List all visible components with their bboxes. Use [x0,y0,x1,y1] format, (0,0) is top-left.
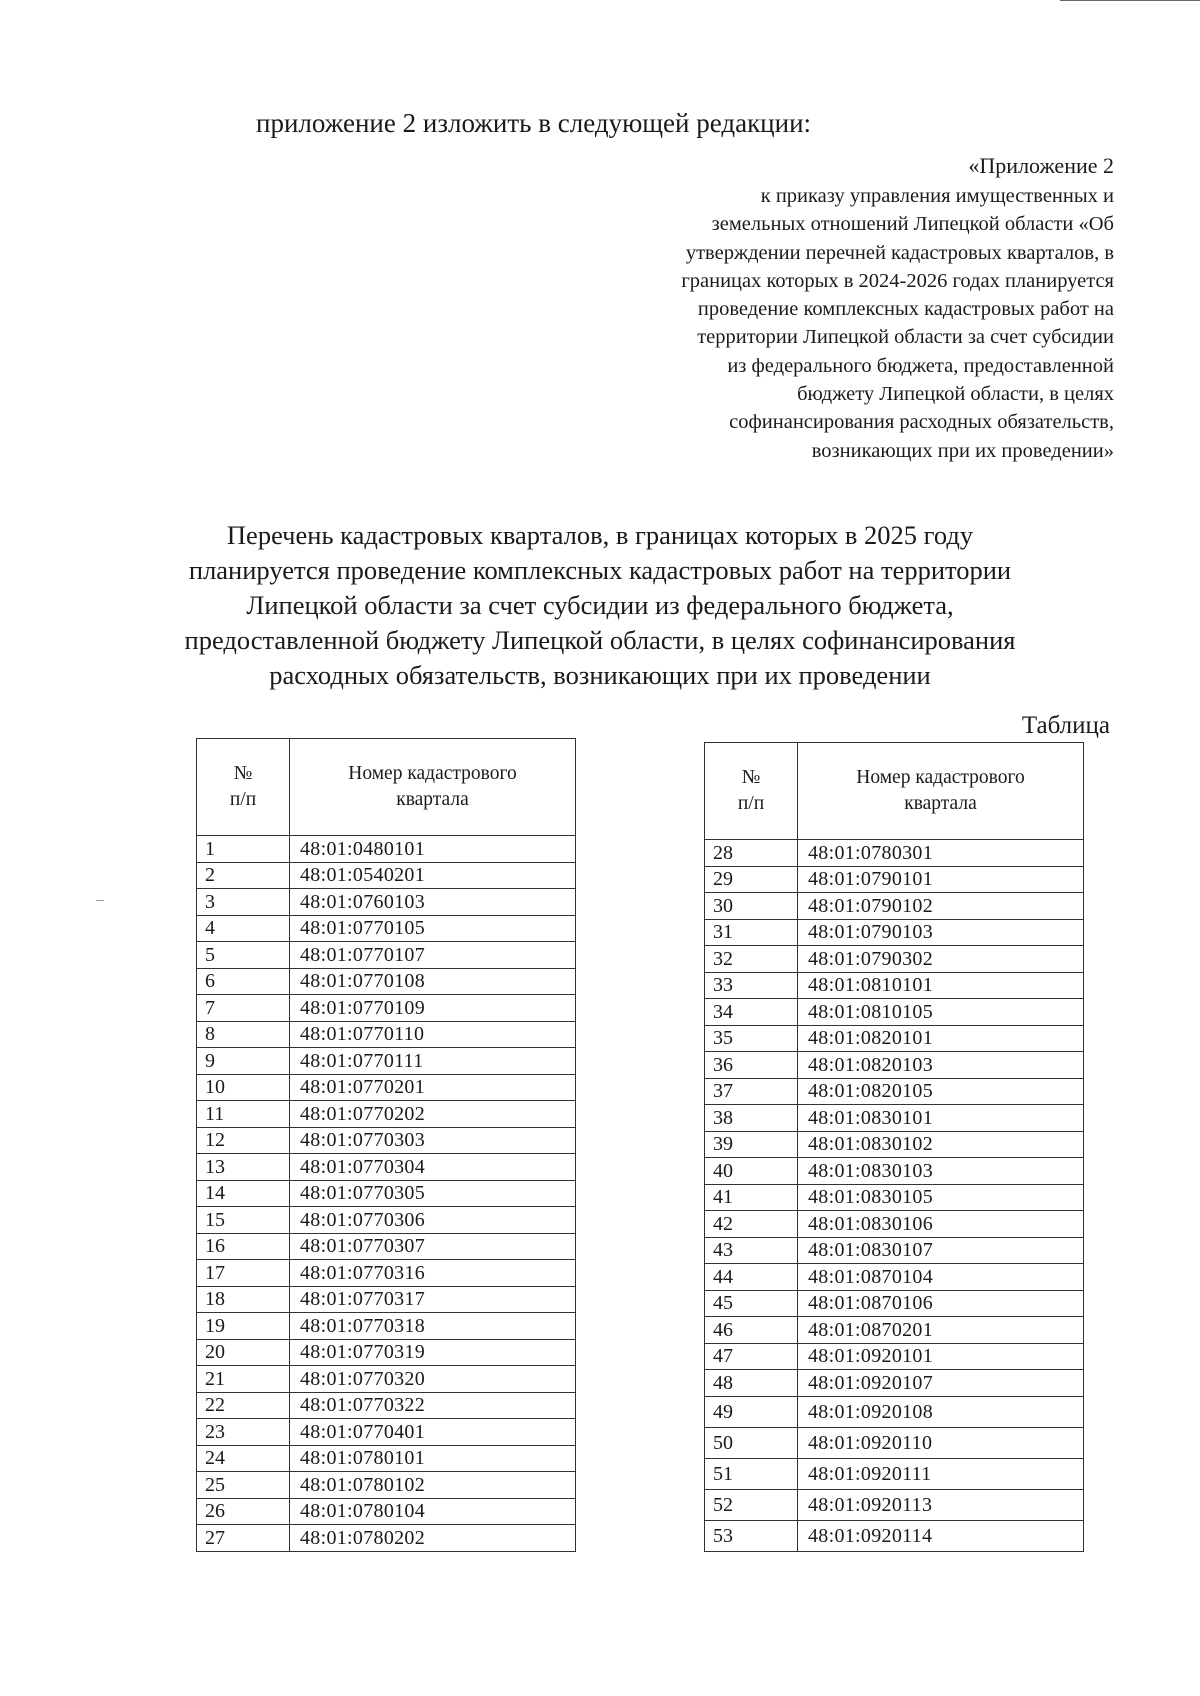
list-title [150,518,1050,693]
row-number: 9 [197,1048,290,1075]
list-title-line: предоставленной бюджету Липецкой области, в целях софинансирования [184,625,1016,655]
cadastral-code: 48:01:0920113 [798,1489,1084,1520]
annex-line: к приказу управления имущественных и [760,185,1114,207]
header-code-line2: квартала [396,789,469,810]
row-number: 36 [705,1052,798,1079]
row-number: 27 [197,1525,290,1552]
row-number: 37 [705,1078,798,1105]
cadastral-code: 48:01:0920110 [798,1427,1084,1458]
row-number: 10 [197,1074,290,1101]
list-title-line: Перечень кадастровых кварталов, в границах которых в 2025 году [226,520,974,550]
table-row [197,1339,576,1366]
cadastral-code: 48:01:0920114 [798,1520,1084,1551]
cadastral-code: 48:01:0870104 [798,1264,1084,1291]
table-row [197,1525,576,1552]
table-row [197,942,576,969]
row-number: 14 [197,1180,290,1207]
row-number: 19 [197,1313,290,1340]
table-row [197,915,576,942]
list-title-line: Липецкой области за счет субсидии из федерального бюджета, [246,590,954,620]
row-number: 38 [705,1105,798,1132]
cadastral-code: 48:01:0770107 [290,942,576,969]
table-row [705,840,1084,867]
row-number: 34 [705,999,798,1026]
cadastral-code: 48:01:0770304 [290,1154,576,1181]
cadastral-code: 48:01:0790101 [798,866,1084,893]
table-row [197,1127,576,1154]
row-number: 13 [197,1154,290,1181]
table-row [197,1233,576,1260]
row-number: 31 [705,919,798,946]
table-row [197,1313,576,1340]
cadastral-code: 48:01:0770307 [290,1233,576,1260]
row-number: 33 [705,972,798,999]
row-number: 12 [197,1127,290,1154]
annex-line: проведение комплексных кадастровых работ на [697,298,1114,321]
row-number: 4 [197,915,290,942]
table-row [197,1207,576,1234]
row-number: 26 [197,1498,290,1525]
cadastral-code: 48:01:0770202 [290,1101,576,1128]
table-label: Таблица [1021,712,1110,739]
annex-line: софинансирования расходных обязательств, [729,411,1114,434]
cadastral-code: 48:01:0770319 [290,1339,576,1366]
annex-line: «Приложение 2 [968,153,1114,178]
table-row [197,1021,576,1048]
cadastral-code: 48:01:0830107 [798,1237,1084,1264]
cadastral-code: 48:01:0780301 [798,840,1084,867]
table-row [197,1419,576,1446]
row-number: 22 [197,1392,290,1419]
table-row [705,866,1084,893]
cadastral-code: 48:01:0810101 [798,972,1084,999]
table-row [197,1445,576,1472]
cadastral-code: 48:01:0770303 [290,1127,576,1154]
cadastral-code: 48:01:0770110 [290,1021,576,1048]
table-row [197,1048,576,1075]
table-header-row [705,743,1084,840]
cadastral-code: 48:01:0770306 [290,1207,576,1234]
cadastral-code: 48:01:0770317 [290,1286,576,1313]
table-row [705,893,1084,920]
cadastral-code: 48:01:0770108 [290,968,576,995]
intro-text: приложение 2 изложить в следующей редакции: [256,108,812,138]
table-row [197,1074,576,1101]
table-row [705,1427,1084,1458]
row-number: 49 [705,1396,798,1427]
row-number: 42 [705,1211,798,1238]
table-row [705,1184,1084,1211]
header-number-line2: п/п [737,793,765,814]
header-number-line1: № [233,763,253,784]
cadastral-code: 48:01:0920111 [798,1458,1084,1489]
table-row [705,1396,1084,1427]
table-row [705,1158,1084,1185]
cadastral-code: 48:01:0830103 [798,1158,1084,1185]
row-number: 25 [197,1472,290,1499]
table-row [705,1370,1084,1397]
table-row [197,862,576,889]
row-number: 50 [705,1427,798,1458]
row-number: 46 [705,1317,798,1344]
annex-line: возникающих при их проведении» [811,439,1114,462]
row-number: 11 [197,1101,290,1128]
annex-line: бюджету Липецкой области, в целях [797,383,1114,406]
table-row [197,1366,576,1393]
cadastral-code: 48:01:0820103 [798,1052,1084,1079]
header-code [798,743,1084,840]
row-number: 17 [197,1260,290,1287]
table-row [705,1052,1084,1079]
cadastral-code: 48:01:0770305 [290,1180,576,1207]
cadastral-code: 48:01:0770111 [290,1048,576,1075]
table-row [197,1154,576,1181]
table-row [197,968,576,995]
table-row [705,1458,1084,1489]
row-number: 47 [705,1343,798,1370]
row-number: 18 [197,1286,290,1313]
cadastral-code: 48:01:0770322 [290,1392,576,1419]
table-row [705,1264,1084,1291]
row-number: 20 [197,1339,290,1366]
cadastral-code: 48:01:0770318 [290,1313,576,1340]
cadastral-table-left [196,738,576,1552]
header-number-line1: № [741,767,761,788]
table-row [197,889,576,916]
table-row [705,1489,1084,1520]
table-row [197,1260,576,1287]
row-number: 29 [705,866,798,893]
table-header-row [197,739,576,836]
list-title-line: планируется проведение комплексных кадастровых работ на территории [188,555,1012,585]
table-row [197,995,576,1022]
cadastral-code: 48:01:0770201 [290,1074,576,1101]
table-row [705,919,1084,946]
cadastral-code: 48:01:0810105 [798,999,1084,1026]
header-code-line1: Номер кадастрового [856,767,1025,788]
table-row [705,1025,1084,1052]
annex-line: территории Липецкой области за счет субсидии [697,326,1114,349]
cadastral-code: 48:01:0830106 [798,1211,1084,1238]
table-row [197,1392,576,1419]
cadastral-code: 48:01:0780202 [290,1525,576,1552]
cadastral-code: 48:01:0820101 [798,1025,1084,1052]
row-number: 6 [197,968,290,995]
cadastral-code: 48:01:0920107 [798,1370,1084,1397]
row-number: 32 [705,946,798,973]
cadastral-code: 48:01:0780104 [290,1498,576,1525]
row-number: 15 [197,1207,290,1234]
table-row [705,1343,1084,1370]
cadastral-code: 48:01:0790302 [798,946,1084,973]
row-number: 43 [705,1237,798,1264]
cadastral-code: 48:01:0790103 [798,919,1084,946]
row-number: 28 [705,840,798,867]
row-number: 23 [197,1419,290,1446]
cadastral-code: 48:01:0480101 [290,836,576,863]
cadastral-code: 48:01:0920108 [798,1396,1084,1427]
row-number: 40 [705,1158,798,1185]
row-number: 30 [705,893,798,920]
row-number: 45 [705,1290,798,1317]
list-title-line: расходных обязательств, возникающих при их проведении [269,660,931,690]
cadastral-code: 48:01:0760103 [290,889,576,916]
table-row [705,946,1084,973]
row-number: 44 [705,1264,798,1291]
row-number: 7 [197,995,290,1022]
cadastral-code: 48:01:0770105 [290,915,576,942]
cadastral-code: 48:01:0770401 [290,1419,576,1446]
row-number: 51 [705,1458,798,1489]
cadastral-code: 48:01:0540201 [290,862,576,889]
table-row [705,1290,1084,1317]
table-row [197,836,576,863]
table-row [705,999,1084,1026]
annex-line: границах которых в 2024-2026 годах планируется [681,269,1114,292]
annex-line: утверждении перечней кадастровых кварталов, в [685,241,1114,264]
row-number: 2 [197,862,290,889]
cadastral-code: 48:01:0870201 [798,1317,1084,1344]
annex-line: земельных отношений Липецкой области «Об [711,213,1114,236]
table-row [705,1211,1084,1238]
row-number: 35 [705,1025,798,1052]
cadastral-code: 48:01:0830102 [798,1131,1084,1158]
cadastral-code: 48:01:0780101 [290,1445,576,1472]
cadastral-code: 48:01:0820105 [798,1078,1084,1105]
margin-mark [96,900,104,901]
cadastral-code: 48:01:0870106 [798,1290,1084,1317]
row-number: 52 [705,1489,798,1520]
header-code [290,739,576,836]
table-row [197,1498,576,1525]
table-row [705,972,1084,999]
cadastral-code: 48:01:0920101 [798,1343,1084,1370]
row-number: 48 [705,1370,798,1397]
row-number: 24 [197,1445,290,1472]
cadastral-code: 48:01:0780102 [290,1472,576,1499]
scan-edge-line [1060,0,1200,1]
annex-header [554,150,1114,465]
header-number [197,739,290,836]
cadastral-code: 48:01:0770109 [290,995,576,1022]
row-number: 16 [197,1233,290,1260]
table-row [705,1131,1084,1158]
header-number-line2: п/п [229,789,257,810]
cadastral-code: 48:01:0770316 [290,1260,576,1287]
table-row [705,1237,1084,1264]
row-number: 1 [197,836,290,863]
table-row [705,1105,1084,1132]
cadastral-code: 48:01:0790102 [798,893,1084,920]
header-number [705,743,798,840]
row-number: 5 [197,942,290,969]
table-row [705,1317,1084,1344]
annex-line: из федерального бюджета, предоставленной [727,354,1114,377]
cadastral-code: 48:01:0830105 [798,1184,1084,1211]
table-row [705,1520,1084,1551]
row-number: 53 [705,1520,798,1551]
row-number: 3 [197,889,290,916]
row-number: 8 [197,1021,290,1048]
table-row [197,1180,576,1207]
cadastral-table-right [704,742,1084,1552]
table-row [705,1078,1084,1105]
row-number: 41 [705,1184,798,1211]
row-number: 21 [197,1366,290,1393]
cadastral-code: 48:01:0770320 [290,1366,576,1393]
table-row [197,1286,576,1313]
header-code-line1: Номер кадастрового [348,763,517,784]
cadastral-code: 48:01:0830101 [798,1105,1084,1132]
table-row [197,1101,576,1128]
table-row [197,1472,576,1499]
row-number: 39 [705,1131,798,1158]
header-code-line2: квартала [904,793,977,814]
